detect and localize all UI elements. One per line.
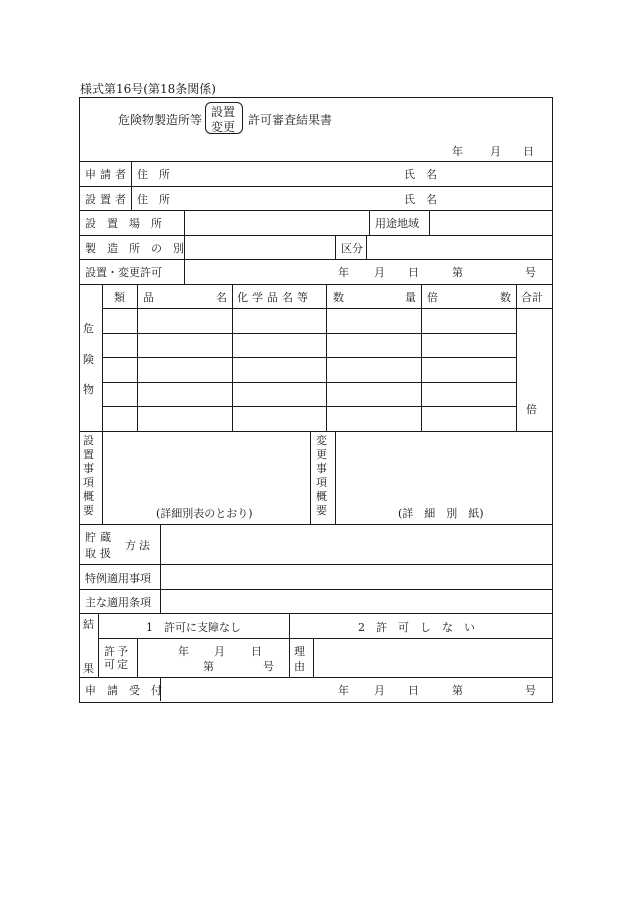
title-prefix: 危険物製造所等: [118, 113, 203, 127]
divider: [289, 613, 290, 677]
permit-label: 設置・変更許可: [85, 266, 162, 279]
rule: [102, 382, 516, 383]
scheduled-no-suffix: 号: [263, 660, 274, 673]
divider: [366, 235, 367, 259]
permit-no-prefix: 第: [452, 266, 463, 279]
title-option-install: 設置: [211, 105, 236, 119]
scheduled-year: 年: [178, 645, 189, 658]
installer-name-label: 氏 名: [404, 193, 437, 206]
scheduled-l1: 許予: [104, 645, 130, 658]
rule: [79, 524, 552, 525]
col-qty-b: 量: [405, 291, 416, 304]
change-outline-label: [316, 434, 327, 518]
change-label-char: 更: [316, 448, 327, 461]
receipt-no-prefix: 第: [452, 684, 463, 697]
divider: [310, 431, 311, 524]
rule: [79, 284, 552, 285]
divider: [160, 524, 161, 613]
storage-method: 方法: [125, 539, 153, 552]
zone-label: 用途地域: [375, 217, 419, 230]
scheduled-no-prefix: 第: [203, 660, 214, 673]
permit-month: 月: [374, 266, 385, 279]
install-outline-label: [83, 434, 94, 518]
category-label: 区分: [341, 242, 363, 255]
divider: [516, 284, 517, 431]
install-label-char: 概: [83, 490, 94, 503]
col-item-a: 品: [143, 291, 154, 304]
rule: [102, 406, 516, 407]
title-option-change: 変更: [211, 120, 236, 134]
result-option-1: 1 許可に支障なし: [146, 621, 241, 634]
scheduled-day: 日: [251, 645, 262, 658]
rule: [79, 210, 552, 211]
reason-l2: 由: [294, 660, 305, 673]
receipt-year: 年: [338, 684, 349, 697]
permit-year: 年: [338, 266, 349, 279]
divider: [429, 210, 430, 235]
rule: [98, 638, 552, 639]
receipt-day: 日: [408, 684, 419, 697]
divider: [98, 613, 99, 677]
change-label-char: 概: [316, 490, 327, 503]
col-class: 類: [114, 291, 125, 304]
applicant-name-label: 氏 名: [404, 168, 437, 181]
result-label-bottom: 果: [83, 662, 94, 675]
header-month: 月: [490, 145, 501, 158]
change-label-char: 事: [316, 462, 327, 475]
special-label: 特例適用事項: [85, 572, 151, 585]
permit-day: 日: [408, 266, 419, 279]
result-option-2: 2 許 可 し な い: [358, 621, 475, 634]
storage-line2: 取扱: [85, 547, 115, 560]
rule: [79, 677, 552, 678]
divider: [313, 638, 314, 677]
facility-type-label: 製 造 所 の 別: [85, 242, 184, 255]
rule: [79, 564, 552, 565]
hazmat-label-1: 危: [83, 322, 94, 335]
rule: [79, 589, 552, 590]
install-label-char: 要: [83, 504, 94, 517]
divider: [369, 210, 370, 235]
install-label-char: 項: [83, 476, 94, 489]
divider: [137, 638, 138, 677]
storage-line1: 貯蔵: [85, 531, 115, 544]
receipt-no-suffix: 号: [525, 684, 536, 697]
header-year: 年: [452, 145, 463, 158]
hazmat-label-3: 物: [83, 383, 94, 396]
install-note: (詳細別表のとおり): [156, 507, 253, 520]
col-mult-a: 倍: [427, 291, 438, 304]
change-label-char: 要: [316, 504, 327, 517]
divider: [335, 235, 336, 259]
change-label-char: 項: [316, 476, 327, 489]
form-number: 様式第16号(第18条関係): [80, 82, 216, 96]
rule: [102, 333, 516, 334]
rule: [79, 161, 552, 162]
installer-address-label: 住 所: [137, 193, 170, 206]
change-note: (詳 細 別 紙): [398, 507, 484, 520]
divider: [184, 210, 185, 284]
total-unit: 倍: [526, 403, 537, 416]
rule: [79, 235, 552, 236]
install-label-char: 事: [83, 462, 94, 475]
install-label-char: 設: [83, 434, 94, 447]
permit-no-suffix: 号: [525, 266, 536, 279]
rule: [79, 431, 552, 432]
applicant-label: 申請者: [85, 168, 130, 181]
receipt-month: 月: [374, 684, 385, 697]
title-suffix: 許可審査結果書: [248, 113, 333, 127]
col-qty-a: 数: [333, 291, 344, 304]
col-chemical: 化学品名等: [237, 291, 312, 304]
provisions-label: 主な適用条項: [85, 596, 151, 609]
hazmat-label-2: 険: [83, 353, 94, 366]
rule: [79, 186, 552, 187]
result-label-top: 結: [83, 618, 94, 631]
rule: [79, 259, 552, 260]
col-total: 合計: [521, 291, 543, 304]
change-label-char: 変: [316, 434, 327, 447]
rule: [79, 613, 552, 614]
divider: [102, 431, 103, 524]
divider: [335, 431, 336, 524]
installer-label: 設置者: [85, 193, 130, 206]
scheduled-l2: 可定: [104, 658, 130, 671]
divider: [131, 161, 132, 210]
receipt-label: 申 請 受 付: [85, 684, 162, 697]
header-day: 日: [523, 145, 534, 158]
reason-l1: 理: [294, 645, 305, 658]
rule: [102, 308, 552, 309]
scheduled-month: 月: [214, 645, 225, 658]
col-item-b: 名: [216, 291, 227, 304]
rule: [102, 357, 516, 358]
location-label: 設 置 場 所: [85, 217, 162, 230]
col-mult-b: 数: [500, 291, 511, 304]
applicant-address-label: 住 所: [137, 168, 170, 181]
install-label-char: 置: [83, 448, 94, 461]
